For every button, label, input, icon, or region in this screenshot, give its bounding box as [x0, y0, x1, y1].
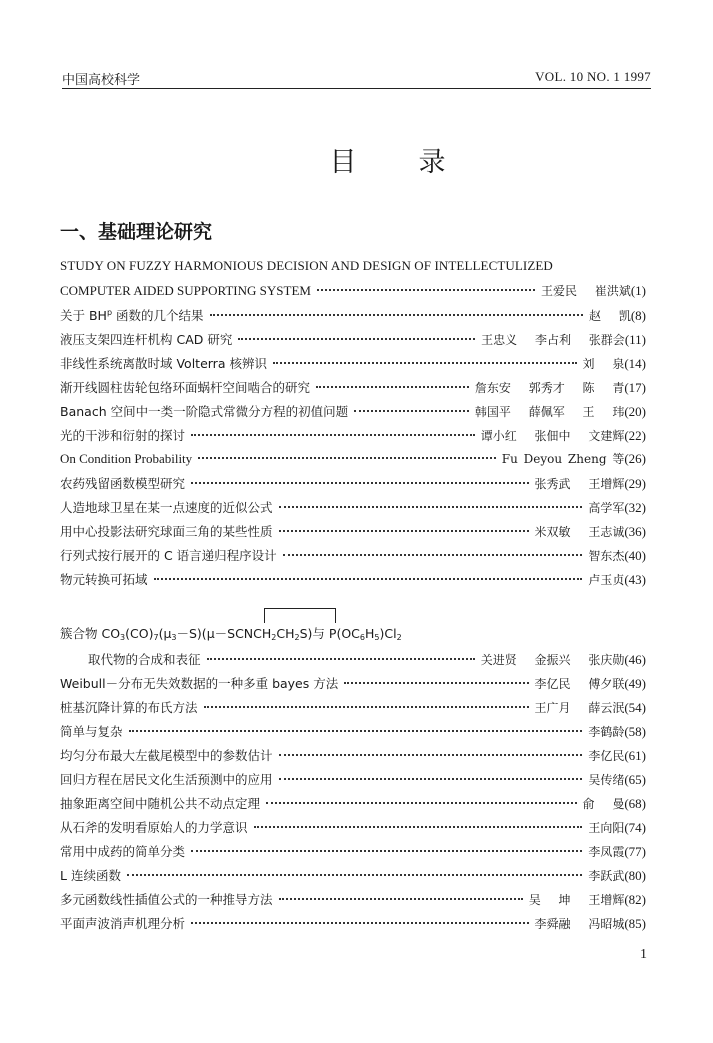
toc-entry[interactable]	[60, 282, 646, 302]
entry-page: (43)	[624, 572, 646, 587]
toc-entry[interactable]	[60, 546, 646, 566]
dot-leader	[317, 289, 535, 291]
dot-leader	[279, 898, 523, 900]
toc-entry[interactable]	[60, 522, 646, 542]
dot-leader	[154, 578, 583, 580]
dot-leader	[127, 874, 582, 876]
entry-title: On Condition Probability	[60, 451, 193, 466]
entry-page: (82)	[624, 892, 646, 907]
dot-leader	[191, 922, 528, 924]
toc-entry[interactable]	[60, 770, 646, 790]
page-title: 目录	[329, 147, 508, 178]
entry-page: (49)	[624, 676, 646, 691]
dot-leader	[191, 434, 475, 436]
entry-title: 关于 $BH^p$ 函数的几个结果	[60, 308, 204, 323]
entry-title: 用中心投影法研究球面三角的某些性质	[60, 524, 273, 539]
entry-page: (46)	[624, 652, 646, 667]
dot-leader	[279, 530, 529, 532]
chemical-bond-bracket	[264, 608, 336, 623]
toc-entry[interactable]	[60, 794, 646, 814]
entry-authors: 李鹤龄	[588, 725, 625, 739]
entry-authors: 吴传绪	[588, 773, 625, 787]
entry-authors: Fu Deyou Zheng 等	[501, 452, 625, 466]
dot-leader	[191, 850, 582, 852]
toc-entry[interactable]	[60, 890, 646, 910]
dot-leader	[207, 658, 475, 660]
dot-leader	[129, 730, 583, 732]
toc-entry[interactable]	[60, 698, 646, 718]
toc-entry[interactable]	[60, 498, 646, 518]
dot-leader	[191, 482, 528, 484]
entry-page: (17)	[624, 380, 646, 395]
entry-title: 从石斧的发明看原始人的力学意识	[60, 820, 248, 835]
entry-page: (54)	[624, 700, 646, 715]
toc-entry[interactable]	[60, 354, 646, 374]
entry-authors: 王忠义 李占利 张群会	[481, 333, 625, 347]
entry-title: 渐开线圆柱齿轮包络环面蜗杆空间啮合的研究	[60, 380, 311, 395]
entry-title: STUDY ON FUZZY HARMONIOUS DECISION AND DESIGN OF INTELLECTULIZED	[60, 258, 553, 273]
entry-authors: 王向阳	[588, 821, 625, 835]
entry-page: (22)	[624, 428, 646, 443]
toc-entry[interactable]	[60, 866, 646, 886]
cluster-formula: 簇合物 $CO_3(CO)_7(\mu_3-S)(\mu-SCNCH_2CH_2S)$与 $P(OC_6H_5)Cl_2$	[60, 626, 402, 642]
page-number: 1	[640, 947, 647, 962]
dot-leader	[210, 314, 583, 316]
entry-authors: 刘 泉	[582, 357, 625, 371]
entry-title: 物元转换可拓域	[60, 572, 148, 587]
toc-entry[interactable]	[60, 746, 646, 766]
toc-entry[interactable]	[60, 914, 646, 934]
entry-authors: 詹东安 郭秀才 陈 青	[474, 381, 625, 395]
entry-authors: 赵 凯	[589, 309, 631, 323]
dot-leader	[279, 754, 583, 756]
entry-title: 平面声波消声机理分析	[60, 916, 186, 931]
toc-entry[interactable]	[60, 306, 646, 326]
entry-title: 均匀分布最大左截尾模型中的参数估计	[60, 748, 273, 763]
entry-title: 行列式按行展开的 C 语言递归程序设计	[60, 548, 277, 563]
entry-authors: 俞 曼	[582, 797, 625, 811]
entry-page: (85)	[624, 916, 646, 931]
entry-page: (26)	[624, 451, 646, 466]
journal-name: 中国高校科学	[62, 73, 141, 88]
entry-page: (58)	[624, 724, 646, 739]
entry-authors: 王广月 薛云泯	[534, 701, 625, 715]
entry-title: 常用中成药的简单分类	[60, 844, 186, 859]
toc-entry[interactable]	[60, 818, 646, 838]
entry-page: (20)	[624, 404, 646, 419]
entry-authors: 米双敏 王志诚	[534, 525, 625, 539]
toc-entry[interactable]	[60, 674, 646, 694]
entry-title: 多元函数线性插值公式的一种推导方法	[60, 892, 273, 907]
entry-page: (8)	[630, 308, 646, 323]
section-heading: 一、基础理论研究	[60, 221, 213, 243]
entry-title: 简单与复杂	[60, 724, 123, 739]
dot-leader	[254, 826, 583, 828]
entry-page: (68)	[624, 796, 646, 811]
entry-authors: 关进贤 金振兴 张庆勋	[480, 653, 625, 667]
entry-title: L 连续函数	[60, 868, 121, 883]
toc-entry[interactable]	[60, 570, 646, 590]
dot-leader	[204, 706, 529, 708]
toc-entry[interactable]	[88, 650, 646, 670]
dot-leader	[238, 338, 475, 340]
entry-authors: 张秀武 王增辉	[534, 477, 625, 491]
entry-title: 农药残留函数模型研究	[60, 476, 186, 491]
entry-page: (1)	[630, 283, 646, 298]
toc-entry[interactable]	[60, 842, 646, 862]
entry-title: COMPUTER AIDED SUPPORTING SYSTEM	[60, 283, 311, 298]
entry-page: (77)	[624, 844, 646, 859]
entry-title: 回归方程在居民文化生活预测中的应用	[60, 772, 273, 787]
entry-authors: 高学军	[588, 501, 625, 515]
issue-info: VOL. 10 NO. 1 1997	[535, 69, 651, 84]
entry-authors: 李亿民 傅夕联	[534, 677, 625, 691]
entry-page: (36)	[624, 524, 646, 539]
dot-leader	[273, 362, 577, 364]
entry-title: 光的干涉和衍射的探讨	[60, 428, 186, 443]
dot-leader	[283, 554, 583, 556]
toc-entry[interactable]	[60, 426, 646, 446]
running-header	[62, 66, 651, 89]
entry-page: (74)	[624, 820, 646, 835]
entry-authors: 谭小红 张佃中 文建辉	[480, 429, 625, 443]
entry-title: 取代物的合成和表征	[88, 652, 201, 667]
entry-page: (40)	[624, 548, 646, 563]
toc-entry-first-line	[60, 258, 646, 278]
dot-leader	[198, 457, 496, 459]
entry-authors: 王爱民 崔洪斌	[541, 284, 631, 298]
entry-authors: 韩国平 薛佩军 王 玮	[474, 405, 625, 419]
entry-page: (11)	[624, 332, 646, 347]
entry-title: 液压支架四连杆机构 CAD 研究	[60, 332, 233, 347]
entry-authors: 李凤霞	[588, 845, 625, 859]
entry-title: Banach 空间中一类一阶隐式常微分方程的初值问题	[60, 404, 349, 419]
entry-title: 抽象距离空间中随机公共不动点定理	[60, 796, 261, 811]
toc-entry[interactable]	[60, 330, 646, 350]
entry-page: (61)	[624, 748, 646, 763]
toc-entry[interactable]	[60, 450, 646, 470]
entry-authors: 李跃武	[588, 869, 625, 883]
entry-authors: 智东杰	[588, 549, 625, 563]
entry-authors: 卢玉贞	[588, 573, 625, 587]
dot-leader	[316, 386, 469, 388]
dot-leader	[279, 778, 583, 780]
entry-page: (32)	[624, 500, 646, 515]
toc-entry[interactable]	[60, 402, 646, 422]
toc-entry-formula-line	[60, 624, 646, 644]
toc-entry[interactable]	[60, 722, 646, 742]
entry-authors: 李亿民	[588, 749, 625, 763]
entry-title: 人造地球卫星在某一点速度的近似公式	[60, 500, 273, 515]
dot-leader	[266, 802, 576, 804]
entry-page: (29)	[624, 476, 646, 491]
entry-page: (65)	[624, 772, 646, 787]
toc-entry[interactable]	[60, 378, 646, 398]
entry-page: (14)	[624, 356, 646, 371]
entry-authors: 李舜融 冯昭城	[534, 917, 625, 931]
toc-entry[interactable]	[60, 474, 646, 494]
entry-title: 桩基沉降计算的布氏方法	[60, 700, 198, 715]
dot-leader	[279, 506, 583, 508]
dot-leader	[344, 682, 528, 684]
dot-leader	[354, 410, 469, 412]
entry-title: Weibull－分布无失效数据的一种多重 bayes 方法	[60, 676, 339, 691]
entry-title: 非线性系统离散时域 Volterra 核辨识	[60, 356, 267, 371]
entry-page: (80)	[624, 868, 646, 883]
entry-authors: 吴 坤 王增辉	[528, 893, 625, 907]
